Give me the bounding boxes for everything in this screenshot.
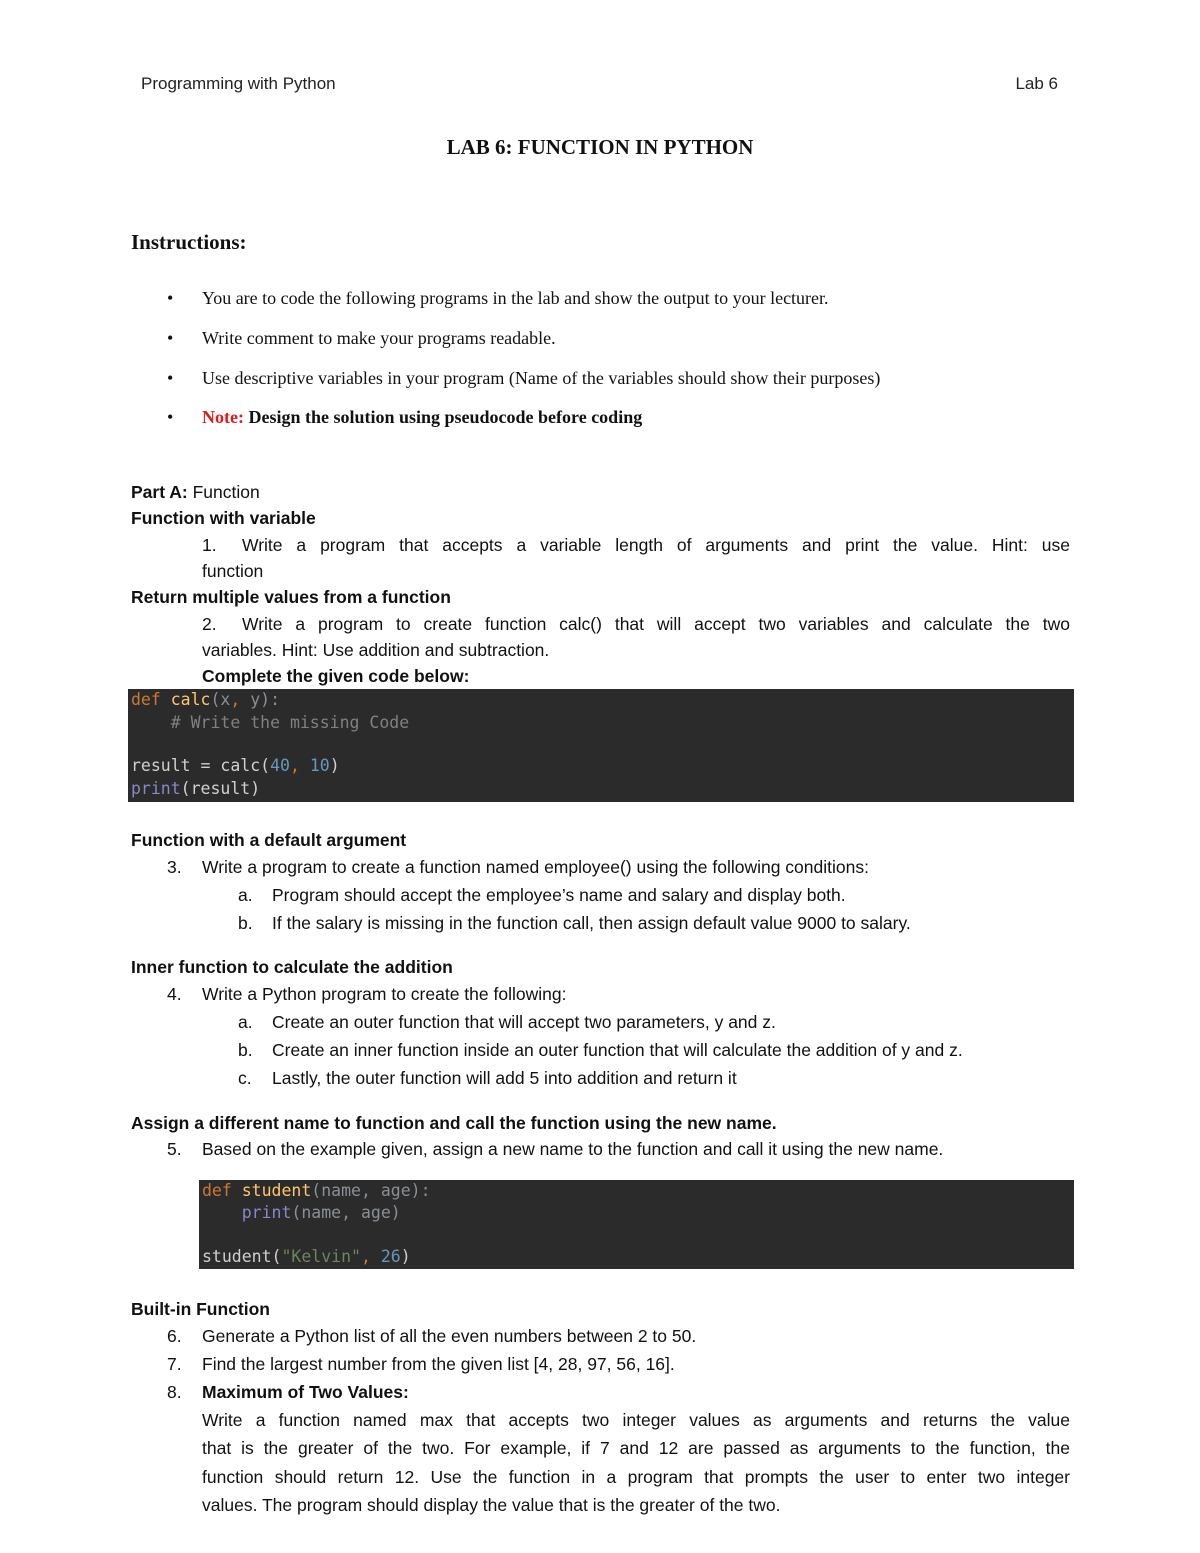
q8-title: Maximum of Two Values:	[202, 1382, 409, 1402]
q8-number: 8.	[167, 1382, 182, 1402]
q3-a-label: a.	[238, 885, 253, 905]
part-a-heading: Part A: Function	[131, 482, 260, 502]
code-line: print(result)	[131, 779, 261, 798]
q2-heading: Return multiple values from a function	[131, 587, 451, 607]
q3-b-label: b.	[238, 913, 253, 933]
q8-text-line2: that is the greater of the two. For example, if 7 and 12 are passed as arguments to the function, the	[202, 1438, 1070, 1458]
q3-text: Write a program to create a function named employee() using the following conditions:	[202, 857, 869, 877]
q1-text-line1: Write a program that accepts a variable length of arguments and print the value. Hint: use	[242, 535, 1070, 555]
q5-heading: Assign a different name to function and call the function using the new name.	[131, 1113, 777, 1133]
q1-text-line2: function	[202, 561, 264, 581]
q8-text-line1: Write a function named max that accepts two integer values as arguments and returns the value	[202, 1410, 1070, 1430]
q4-heading: Inner function to calculate the addition	[131, 957, 453, 977]
page-title: LAB 6: FUNCTION IN PYTHON	[446, 135, 754, 159]
bullet-icon: •	[167, 328, 174, 348]
bullet-icon: •	[167, 368, 174, 388]
code-block-calc	[128, 689, 1074, 802]
q4-number: 4.	[167, 984, 182, 1004]
code-line: print(name, age)	[241, 1203, 401, 1222]
note-text: Design the solution using pseudocode before coding	[243, 407, 643, 427]
q2-text-line1: Write a program to create function calc() that will accept two variables and calculate the two	[242, 614, 1070, 634]
q7-number: 7.	[167, 1354, 182, 1374]
q8-text-line4: values. The program should display the value that is the greater of the two.	[202, 1495, 781, 1515]
header-lab: Lab 6	[1015, 74, 1058, 93]
bullet-icon: •	[167, 407, 174, 427]
q4-c-text: Lastly, the outer function will add 5 into addition and return it	[272, 1068, 737, 1088]
code-line: def calc(x, y):	[131, 690, 281, 709]
q5-text: Based on the example given, assign a new name to the function and call it using the new name.	[202, 1139, 944, 1159]
q4-text: Write a Python program to create the following:	[202, 984, 567, 1004]
note-label: Note:	[202, 407, 244, 427]
q6-text: Generate a Python list of all the even numbers between 2 to 50.	[202, 1326, 697, 1346]
header-course: Programming with Python	[141, 74, 336, 93]
code-line: def student(name, age):	[202, 1181, 431, 1200]
q4-a-text: Create an outer function that will accept two parameters, y and z.	[272, 1012, 776, 1032]
q4-b-text: Create an inner function inside an outer function that will calculate the addition of y and z.	[272, 1040, 963, 1060]
q7-text: Find the largest number from the given list [4, 28, 97, 56, 16].	[202, 1354, 675, 1374]
q1-number: 1.	[202, 535, 217, 555]
q4-a-label: a.	[238, 1012, 253, 1032]
q2-code-prompt: Complete the given code below:	[202, 666, 470, 686]
bullet-icon: •	[167, 288, 174, 308]
q2-number: 2.	[202, 614, 217, 634]
q2-text-line2: variables. Hint: Use addition and subtraction.	[202, 640, 550, 660]
q4-c-label: c.	[238, 1068, 252, 1088]
q8-text-line3: function should return 12. Use the function in a program that prompts the user to enter two integer	[202, 1467, 1070, 1487]
code-line: # Write the missing Code	[131, 713, 410, 732]
instructions-heading: Instructions:	[131, 230, 247, 254]
q4-b-label: b.	[238, 1040, 253, 1060]
document-page: Programming with Python Lab 6 LAB 6: FUNCTION IN PYTHON Instructions: • You are to code the following programs in the lab and show the output to your lecturer. • Write comment to make your programs readable. • Use descriptive variables in your program (Name of the variables should show their purposes) • Note: Design the solution using pseudocode before coding Part A: Function Function with variable 1. Write a program that accepts a variable length of arguments and print the value. Hint: use function Return multiple values from a function 2. Write a program to create function calc() that will accept two variables and calculate the two variables. Hint: Use addition and subtraction. Complete the given code below: def calc(x, y): # Write the missing Code result = calc(40, 10) print(result) Function with a default argument 3. Write a program to create a function named employee() using the following conditions: a. Program should accept the employee’s name and salary and display both. b. If the salary is missing in the function call, then assign default value 9000 to salary. Inner function to calculate the addition 4. Write a Python program to create the following: a. Create an outer function that will accept two parameters, y and z. b. Create an inner function inside an outer function that will calculate the addition of y and z. c. Lastly, the outer function will add 5 into addition and return it Assign a different name to function and call the function using the new name. 5. Based on the example given, assign a new name to the function and call it using the new name. def student(name, age): print(name, age) student("Kelvin", 26) Built-in Function 6. Generate a Python list of all the even numbers between 2 to 50. 7. Find the largest number from the given list [4, 28, 97, 56, 16]. 8. Maximum of Two Values: Write a function named max that accepts two integer values as arguments and returns the value that is the greater of the two. For example, if 7 and 12 are passed as arguments to the function, the function should return 12. Use the function in a program that prompts the user to enter two integer values. The program should display the value that is the greater of the two.	[0, 0, 1200, 1553]
q3-number: 3.	[167, 857, 182, 877]
q5-number: 5.	[167, 1139, 182, 1159]
q3-heading: Function with a default argument	[131, 830, 407, 850]
q3-a-text: Program should accept the employee’s name and salary and display both.	[272, 885, 846, 905]
code-block-student	[199, 1180, 1074, 1269]
q6-number: 6.	[167, 1326, 182, 1346]
builtin-heading: Built-in Function	[131, 1299, 270, 1319]
q3-b-text: If the salary is missing in the function call, then assign default value 9000 to salary.	[272, 913, 911, 933]
code-line: result = calc(40, 10)	[131, 756, 340, 775]
q1-heading: Function with variable	[131, 508, 316, 528]
code-line: student("Kelvin", 26)	[202, 1247, 411, 1266]
